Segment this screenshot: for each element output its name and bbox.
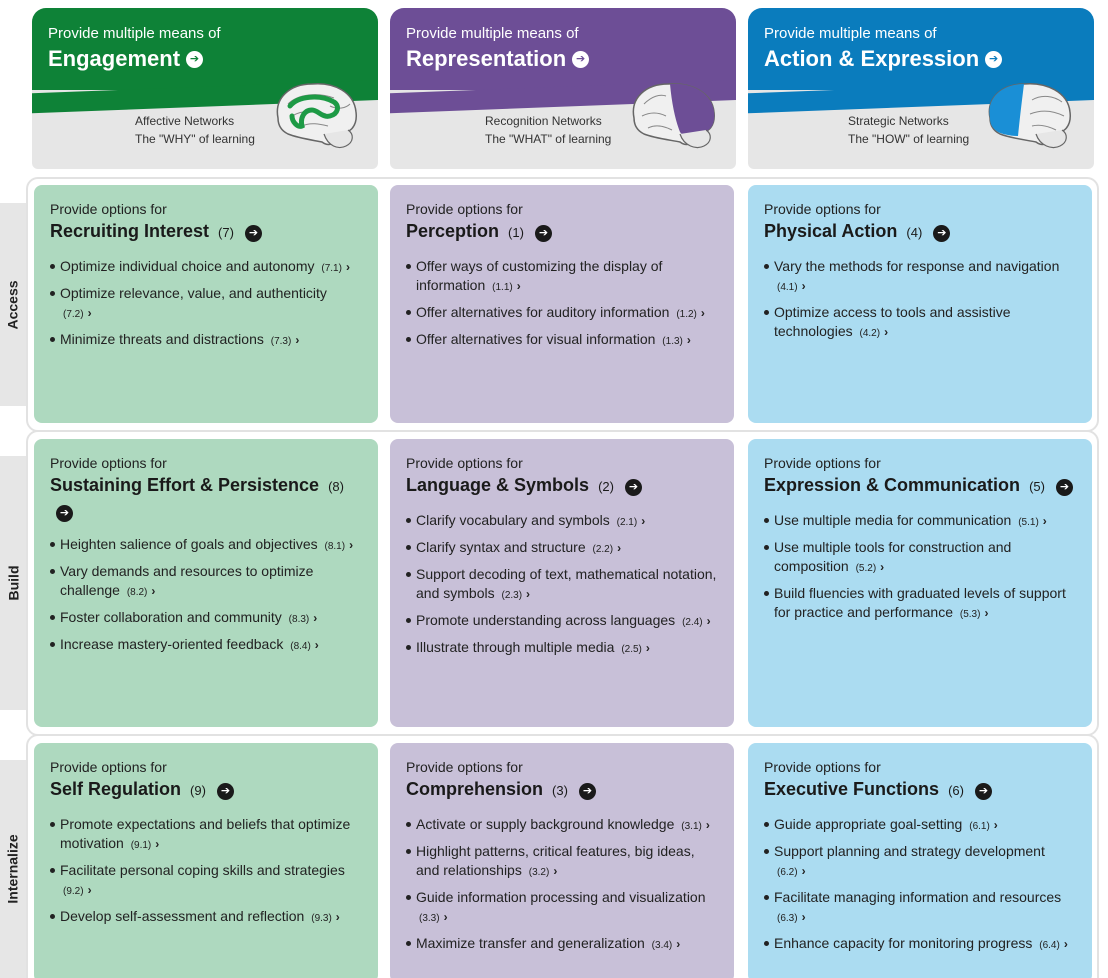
checkpoint-item[interactable]: Optimize access to tools and assistive technologies (4.2) › xyxy=(764,303,1076,343)
card-title[interactable]: Physical Action (4) ➔ xyxy=(764,219,1076,245)
checkpoint-code: (9.2) xyxy=(63,886,84,897)
header-engagement[interactable] xyxy=(32,8,378,169)
arrow-right-icon[interactable]: ➔ xyxy=(1056,479,1073,496)
checkpoint-item[interactable]: Use multiple media for communication (5.1) › xyxy=(764,511,1076,532)
chevron-right-icon[interactable]: › xyxy=(801,910,806,924)
brain-strategic-icon xyxy=(982,76,1078,154)
arrow-right-icon[interactable]: ➔ xyxy=(56,505,73,522)
checkpoint-code: (1.2) xyxy=(676,309,697,320)
guideline-number: (9) xyxy=(190,783,206,798)
checkpoint-code: (8.4) xyxy=(290,641,311,652)
arrow-right-icon[interactable]: ➔ xyxy=(579,783,596,800)
card-pre: Provide options for xyxy=(406,201,523,217)
checkpoint-list xyxy=(764,257,1076,343)
checkpoint-code: (8.1) xyxy=(324,541,346,552)
checkpoint-code: (4.2) xyxy=(859,328,881,339)
chevron-right-icon[interactable]: › xyxy=(880,560,885,574)
checkpoint-code: (5.2) xyxy=(855,563,877,574)
guideline-number: (8) xyxy=(328,479,344,494)
guideline-number: (6) xyxy=(948,783,964,798)
row-label-access: Access xyxy=(0,203,26,406)
card-title[interactable]: Language & Symbols (2) ➔ xyxy=(406,473,718,499)
chevron-right-icon[interactable]: › xyxy=(295,333,300,347)
header-network: Recognition Networks The "WHAT" of learning xyxy=(485,114,612,146)
checkpoint-item[interactable]: Support decoding of text, mathematical notation, and symbols (2.3) › xyxy=(406,565,718,605)
card-comprehension xyxy=(390,743,734,978)
chevron-right-icon[interactable]: › xyxy=(87,883,92,897)
arrow-right-icon[interactable]: ➔ xyxy=(217,783,234,800)
checkpoint-item[interactable]: Build fluencies with graduated levels of support for practice and performance (5.3) › xyxy=(764,584,1076,624)
checkpoint-code: (2.1) xyxy=(616,517,638,528)
chevron-right-icon[interactable]: › xyxy=(700,306,705,320)
chevron-right-icon[interactable]: › xyxy=(884,325,889,339)
checkpoint-code: (3.3) xyxy=(419,913,440,924)
checkpoint-item[interactable]: Offer alternatives for auditory information (1.2) › xyxy=(406,303,718,324)
checkpoint-code: (3.2) xyxy=(528,867,550,878)
checkpoint-code: (3.4) xyxy=(651,940,673,951)
checkpoint-item[interactable]: Maximize transfer and generalization (3.4) › xyxy=(406,934,718,955)
checkpoint-code: (7.2) xyxy=(63,309,84,320)
card-expression-communication xyxy=(748,439,1092,727)
chevron-right-icon[interactable]: › xyxy=(1063,937,1068,951)
card-pre: Provide options for xyxy=(764,759,881,775)
checkpoint-item[interactable]: Support planning and strategy development (6.2) › xyxy=(764,842,1076,882)
chevron-right-icon[interactable]: › xyxy=(801,279,806,293)
header-title[interactable]: Engagement ➔ xyxy=(48,44,362,74)
checkpoint-code: (5.1) xyxy=(1018,517,1039,528)
guideline-number: (1) xyxy=(508,225,524,240)
chevron-right-icon[interactable]: › xyxy=(151,584,156,598)
checkpoint-item[interactable]: Optimize relevance, value, and authenticity (7.2) › xyxy=(50,284,362,324)
arrow-right-icon[interactable]: ➔ xyxy=(535,225,552,242)
checkpoint-code: (6.1) xyxy=(969,821,990,832)
checkpoint-item[interactable]: Minimize threats and distractions (7.3) › xyxy=(50,330,362,351)
header-title[interactable]: Representation ➔ xyxy=(406,44,720,74)
header-action-expression[interactable] xyxy=(748,8,1094,169)
checkpoint-list xyxy=(764,511,1076,624)
card-title[interactable]: Recruiting Interest (7) ➔ xyxy=(50,219,362,245)
header-network: Affective Networks The "WHY" of learning xyxy=(135,114,255,146)
checkpoint-item[interactable]: Heighten salience of goals and objectives (8.1) › xyxy=(50,535,362,556)
chevron-right-icon[interactable]: › xyxy=(676,937,681,951)
checkpoint-list xyxy=(406,815,718,955)
checkpoint-item[interactable]: Guide information processing and visualization (3.3) › xyxy=(406,888,718,928)
card-title[interactable]: Comprehension (3) ➔ xyxy=(406,777,718,803)
checkpoint-list xyxy=(50,257,362,351)
chevron-right-icon[interactable]: › xyxy=(553,864,558,878)
checkpoint-code: (6.3) xyxy=(777,913,798,924)
card-language-symbols xyxy=(390,439,734,727)
checkpoint-code: (2.3) xyxy=(501,590,523,601)
checkpoint-item[interactable]: Clarify vocabulary and symbols (2.1) › xyxy=(406,511,718,532)
chevron-right-icon[interactable]: › xyxy=(155,837,160,851)
card-pre: Provide options for xyxy=(764,201,881,217)
chevron-right-icon[interactable]: › xyxy=(335,910,340,924)
arrow-right-icon[interactable]: ➔ xyxy=(985,51,1002,68)
checkpoint-item[interactable]: Foster collaboration and community (8.3) › xyxy=(50,608,362,629)
chevron-right-icon[interactable]: › xyxy=(617,541,622,555)
header-pre: Provide multiple means of xyxy=(406,25,579,42)
checkpoint-code: (8.3) xyxy=(288,614,310,625)
guideline-number: (5) xyxy=(1029,479,1045,494)
checkpoint-item[interactable]: Promote understanding across languages (2.4) › xyxy=(406,611,718,632)
card-pre: Provide options for xyxy=(50,201,167,217)
checkpoint-item[interactable]: Facilitate managing information and resources (6.3) › xyxy=(764,888,1076,928)
chevron-right-icon[interactable]: › xyxy=(345,260,350,274)
row-label-internalize: Internalize xyxy=(0,760,26,978)
checkpoint-code: (2.2) xyxy=(592,544,614,555)
checkpoint-item[interactable]: Illustrate through multiple media (2.5) › xyxy=(406,638,718,659)
checkpoint-item[interactable]: Clarify syntax and structure (2.2) › xyxy=(406,538,718,559)
row-label-build: Build xyxy=(0,456,26,710)
checkpoint-code: (6.2) xyxy=(777,867,798,878)
card-executive-functions xyxy=(748,743,1092,978)
chevron-right-icon[interactable]: › xyxy=(443,910,448,924)
checkpoint-list xyxy=(406,511,718,659)
card-pre: Provide options for xyxy=(50,455,167,471)
chevron-right-icon[interactable]: › xyxy=(706,614,711,628)
chevron-right-icon[interactable]: › xyxy=(1042,514,1047,528)
card-sustaining-effort xyxy=(34,439,378,727)
brain-affective-icon xyxy=(268,76,364,154)
checkpoint-list xyxy=(50,815,362,928)
checkpoint-code: (2.5) xyxy=(621,644,642,655)
card-title[interactable]: Expression & Communication (5) ➔ xyxy=(764,473,1076,499)
checkpoint-item[interactable]: Highlight patterns, critical features, big ideas, and relationships (3.2) › xyxy=(406,842,718,882)
checkpoint-code: (7.3) xyxy=(270,336,292,347)
header-pre: Provide multiple means of xyxy=(48,25,221,42)
checkpoint-code: (9.1) xyxy=(130,840,152,851)
card-pre: Provide options for xyxy=(764,455,881,471)
brain-recognition-icon xyxy=(626,76,722,154)
chevron-right-icon[interactable]: › xyxy=(314,638,319,652)
card-pre: Provide options for xyxy=(50,759,167,775)
checkpoint-code: (1.3) xyxy=(662,336,683,347)
checkpoint-code: (4.1) xyxy=(777,282,798,293)
guideline-number: (7) xyxy=(218,225,234,240)
card-physical-action xyxy=(748,185,1092,423)
checkpoint-item[interactable]: Enhance capacity for monitoring progress (6.4) › xyxy=(764,934,1076,955)
header-title[interactable]: Action & Expression ➔ xyxy=(764,44,1078,74)
checkpoint-code: (6.4) xyxy=(1039,940,1060,951)
checkpoint-item[interactable]: Guide appropriate goal-setting (6.1) › xyxy=(764,815,1076,836)
arrow-right-icon[interactable]: ➔ xyxy=(933,225,950,242)
chevron-right-icon[interactable]: › xyxy=(645,641,650,655)
card-title[interactable]: Sustaining Effort & Persistence (8) ➔ xyxy=(50,473,362,523)
checkpoint-item[interactable]: Offer ways of customizing the display of information (1.1) › xyxy=(406,257,718,297)
arrow-right-icon[interactable]: ➔ xyxy=(975,783,992,800)
checkpoint-item[interactable]: Activate or supply background knowledge (3.1) › xyxy=(406,815,718,836)
header-representation[interactable] xyxy=(390,8,736,169)
chevron-right-icon[interactable]: › xyxy=(993,818,998,832)
checkpoint-item[interactable]: Facilitate personal coping skills and strategies (9.2) › xyxy=(50,861,362,901)
card-pre: Provide options for xyxy=(406,455,523,471)
arrow-right-icon[interactable]: ➔ xyxy=(245,225,262,242)
chevron-right-icon[interactable]: › xyxy=(686,333,691,347)
checkpoint-code: (8.2) xyxy=(126,587,148,598)
chevron-right-icon[interactable]: › xyxy=(801,864,806,878)
card-title[interactable]: Self Regulation (9) ➔ xyxy=(50,777,362,803)
chevron-right-icon[interactable]: › xyxy=(984,606,989,620)
checkpoint-item[interactable]: Promote expectations and beliefs that optimize motivation (9.1) › xyxy=(50,815,362,855)
checkpoint-code: (7.1) xyxy=(321,263,342,274)
card-perception xyxy=(390,185,734,423)
arrow-right-icon[interactable]: ➔ xyxy=(572,51,589,68)
checkpoint-code: (9.3) xyxy=(311,913,332,924)
checkpoint-item[interactable]: Use multiple tools for construction and composition (5.2) › xyxy=(764,538,1076,578)
checkpoint-item[interactable]: Increase mastery-oriented feedback (8.4) › xyxy=(50,635,362,656)
chevron-right-icon[interactable]: › xyxy=(516,279,521,293)
chevron-right-icon[interactable]: › xyxy=(526,587,531,601)
chevron-right-icon[interactable]: › xyxy=(349,538,354,552)
checkpoint-list xyxy=(50,535,362,656)
guideline-number: (4) xyxy=(906,225,923,240)
arrow-right-icon[interactable]: ➔ xyxy=(625,479,642,496)
chevron-right-icon[interactable]: › xyxy=(705,818,710,832)
checkpoint-item[interactable]: Offer alternatives for visual information (1.3) › xyxy=(406,330,718,351)
chevron-right-icon[interactable]: › xyxy=(641,514,646,528)
checkpoint-item[interactable]: Vary demands and resources to optimize challenge (8.2) › xyxy=(50,562,362,602)
header-network: Strategic Networks The "HOW" of learning xyxy=(848,114,970,146)
checkpoint-code: (1.1) xyxy=(492,282,513,293)
guideline-number: (2) xyxy=(598,479,614,494)
checkpoint-item[interactable]: Optimize individual choice and autonomy (7.1) › xyxy=(50,257,362,278)
card-title[interactable]: Perception (1) ➔ xyxy=(406,219,718,245)
checkpoint-list xyxy=(764,815,1076,955)
header-pre: Provide multiple means of xyxy=(764,25,937,42)
chevron-right-icon[interactable]: › xyxy=(313,611,318,625)
checkpoint-code: (3.1) xyxy=(681,821,702,832)
checkpoint-item[interactable]: Vary the methods for response and navigation (4.1) › xyxy=(764,257,1076,297)
checkpoint-item[interactable]: Develop self-assessment and reflection (9.3) › xyxy=(50,907,362,928)
card-pre: Provide options for xyxy=(406,759,523,775)
card-self-regulation xyxy=(34,743,378,978)
card-title[interactable]: Executive Functions (6) ➔ xyxy=(764,777,1076,803)
checkpoint-code: (5.3) xyxy=(959,609,981,620)
guideline-number: (3) xyxy=(552,783,568,798)
arrow-right-icon[interactable]: ➔ xyxy=(186,51,203,68)
card-recruiting-interest xyxy=(34,185,378,423)
checkpoint-code: (2.4) xyxy=(682,617,703,628)
checkpoint-list xyxy=(406,257,718,351)
chevron-right-icon[interactable]: › xyxy=(87,306,92,320)
